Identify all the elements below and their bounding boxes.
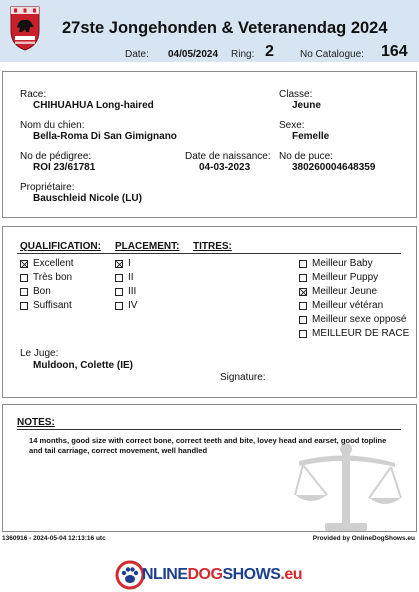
checkbox-icon[interactable] bbox=[115, 260, 123, 268]
checkbox-icon[interactable] bbox=[20, 274, 28, 282]
placement-option[interactable]: I bbox=[115, 258, 131, 269]
checkbox-icon[interactable] bbox=[299, 260, 307, 268]
birth-label: Date de naissance: bbox=[185, 151, 271, 162]
dog-details-card bbox=[2, 71, 417, 218]
brand-wordmark: NLINEDOGSHOWS.eu bbox=[142, 566, 303, 583]
placement-option[interactable]: III bbox=[115, 286, 136, 297]
titre-option[interactable]: Meilleur sexe opposé bbox=[299, 314, 407, 325]
owner-value: Bauschleid Nicole (LU) bbox=[33, 193, 142, 204]
checkbox-icon[interactable] bbox=[299, 316, 307, 324]
name-value: Bella-Roma Di San Gimignano bbox=[33, 131, 177, 142]
placement-option[interactable]: IV bbox=[115, 300, 137, 311]
sexe-label: Sexe: bbox=[279, 120, 305, 131]
provider-credit: Provided by OnlineDogShows.eu bbox=[312, 535, 415, 542]
ring-value: 2 bbox=[265, 43, 274, 60]
section-divider bbox=[17, 253, 401, 254]
birth-value: 04-03-2023 bbox=[199, 162, 251, 173]
classe-value: Jeune bbox=[292, 100, 321, 111]
titre-option[interactable]: Meilleur Baby bbox=[299, 258, 373, 269]
classe-label: Classe: bbox=[279, 89, 313, 100]
document-id: 1360916 - 2024-05-04 12:13:16 utc bbox=[2, 535, 106, 542]
catalogue-label: No Catalogue: bbox=[300, 49, 364, 60]
qualification-option[interactable]: Bon bbox=[20, 286, 51, 297]
qualification-option[interactable]: Très bon bbox=[20, 272, 72, 283]
qualification-option[interactable]: Excellent bbox=[20, 258, 74, 269]
ring-label: Ring: bbox=[231, 49, 255, 60]
sexe-value: Femelle bbox=[292, 131, 330, 142]
titre-option[interactable]: Meilleur Jeune bbox=[299, 286, 377, 297]
race-label: Race: bbox=[20, 89, 47, 100]
name-label: Nom du chien: bbox=[20, 120, 85, 131]
checkbox-icon[interactable] bbox=[20, 260, 28, 268]
catalogue-value: 164 bbox=[381, 43, 408, 60]
checkbox-icon[interactable] bbox=[299, 302, 307, 310]
judge-value: Muldoon, Colette (IE) bbox=[33, 360, 133, 371]
notes-divider bbox=[17, 429, 401, 430]
owner-label: Propriétaire: bbox=[20, 182, 75, 193]
qualification-heading: QUALIFICATION: bbox=[20, 241, 101, 252]
chip-label: No de puce: bbox=[279, 151, 333, 162]
checkbox-icon[interactable] bbox=[115, 274, 123, 282]
checkbox-icon[interactable] bbox=[299, 274, 307, 282]
paw-print-icon bbox=[115, 560, 145, 590]
page-header bbox=[0, 0, 419, 62]
titre-option[interactable]: Meilleur vétéran bbox=[299, 300, 383, 311]
pedigree-value: ROI 23/61781 bbox=[33, 162, 96, 173]
chip-value: 380260004648359 bbox=[292, 162, 376, 173]
pedigree-label: No de pédigree: bbox=[20, 151, 92, 162]
notes-heading: NOTES: bbox=[17, 417, 55, 428]
checkbox-icon[interactable] bbox=[20, 302, 28, 310]
signature-label: Signature: bbox=[220, 372, 266, 383]
titres-heading: TITRES: bbox=[193, 241, 232, 252]
judge-label: Le Juge: bbox=[20, 348, 59, 359]
notes-card bbox=[2, 404, 417, 532]
checkbox-icon[interactable] bbox=[115, 302, 123, 310]
checkbox-icon[interactable] bbox=[299, 288, 307, 296]
placement-heading: PLACEMENT: bbox=[115, 241, 180, 252]
qualification-option[interactable]: Suffisant bbox=[20, 300, 72, 311]
brand-logo bbox=[115, 560, 305, 590]
club-crest-logo bbox=[10, 5, 40, 51]
checkbox-icon[interactable] bbox=[20, 288, 28, 296]
titre-option[interactable]: Meilleur Puppy bbox=[299, 272, 378, 283]
event-title: 27ste Jongehonden & Veteranendag 2024 bbox=[62, 19, 388, 37]
notes-text: 14 months, good size with correct bone, correct teeth and bite, lovey head and earset, good topline and tail carriage, correct movement, well handled bbox=[29, 436, 387, 455]
date-label: Date: bbox=[125, 49, 149, 60]
race-value: CHIHUAHUA Long-haired bbox=[33, 100, 154, 111]
checkbox-icon[interactable] bbox=[299, 330, 307, 338]
checkbox-icon[interactable] bbox=[115, 288, 123, 296]
date-value: 04/05/2024 bbox=[168, 49, 219, 60]
titre-option[interactable]: MEILLEUR DE RACE bbox=[299, 328, 409, 339]
placement-option[interactable]: II bbox=[115, 272, 134, 283]
judging-card bbox=[2, 226, 417, 398]
